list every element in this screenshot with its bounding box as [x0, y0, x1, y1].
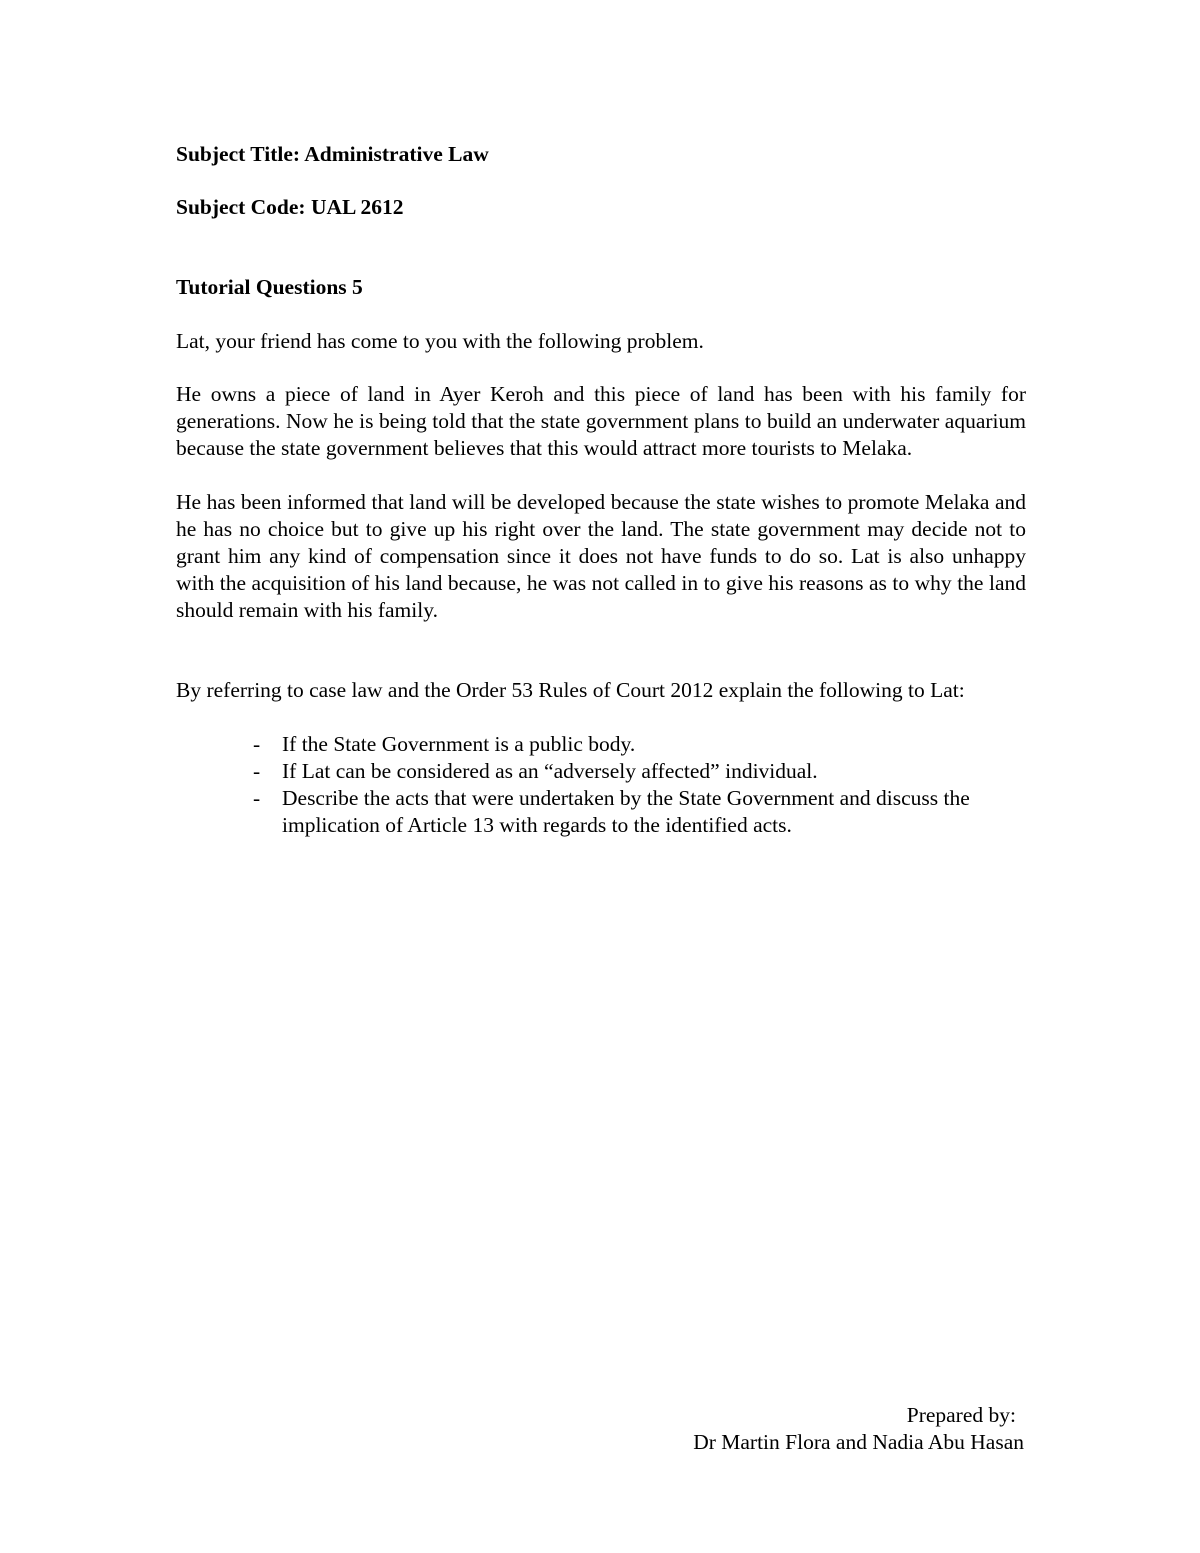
instruction-paragraph: By referring to case law and the Order 53 Rules of Court 2012 explain the following to Lat: [176, 678, 965, 702]
prepared-by-block [693, 1402, 1024, 1456]
question-item [176, 758, 1026, 785]
tutorial-title: Tutorial Questions 5 [176, 275, 363, 299]
question-text: If Lat can be considered as an “adversely affected” individual. [282, 759, 818, 783]
document-content [176, 141, 1026, 839]
question-text: If the State Government is a public body. [282, 732, 636, 756]
prepared-by-label: Prepared by: [906, 1403, 1016, 1427]
bullet-dash: - [253, 732, 261, 756]
intro-paragraph: Lat, your friend has come to you with the following problem. [176, 329, 704, 353]
question-text: Describe the acts that were undertaken by the State Government and discuss the implication of Article 13 with regards to the identified acts. [282, 786, 970, 837]
question-item [176, 731, 1026, 758]
bullet-dash: - [253, 759, 261, 783]
subject-code: Subject Code: UAL 2612 [176, 195, 404, 219]
question-item [176, 785, 1026, 839]
problem-paragraph-2: He has been informed that land will be developed because the state wishes to promote Melaka and he has no choice but to give up his right over the land. The state government may decide not to grant him any kind of compensation since it does not have funds to do so. Lat is also unhappy with the acquisition of his land because, he was not called in to give his reasons as to why the land should remain with his family. [176, 490, 1026, 622]
question-list [176, 731, 1026, 839]
subject-title: Subject Title: Administrative Law [176, 142, 489, 166]
authors-line: Dr Martin Flora and Nadia Abu Hasan [693, 1430, 1024, 1454]
bullet-dash: - [253, 786, 261, 810]
problem-paragraph-1: He owns a piece of land in Ayer Keroh and this piece of land has been with his family for generations. Now he is being told that the state government plans to build an underwater aquarium because the state government believes that this would attract more tourists to Melaka. [176, 382, 1026, 460]
